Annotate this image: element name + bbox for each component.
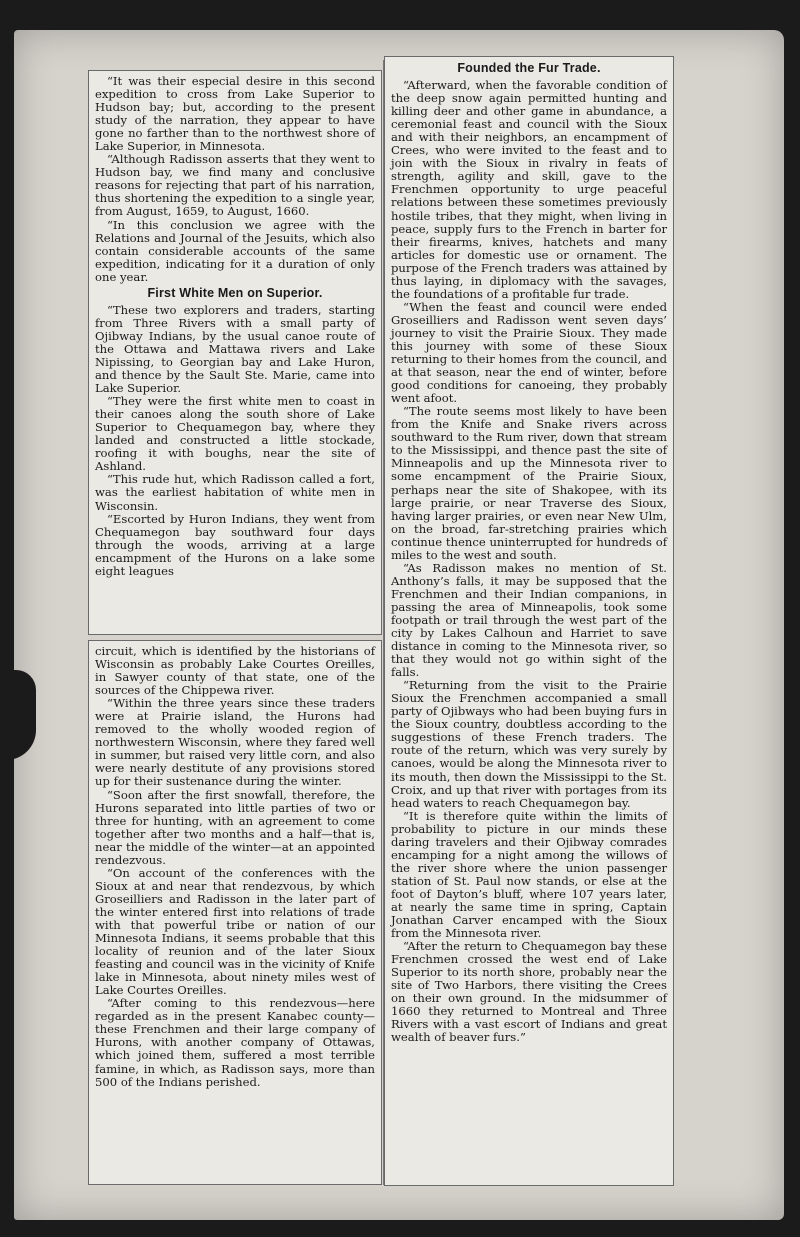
paragraph: “Although Radisson asserts that they went to Hudson bay, we find many and conclusive reasons for rejecting that part of his narration, thus shortening the expedition to a single year, from August, 1659, to August, 1660. bbox=[95, 152, 375, 219]
paragraph: “It was their especial desire in this second expedition to cross from Lake Superior to Hudson bay; but, according to the present study of the narration, they appear to have gone no farther than to the northwest shore of Lake Superior, in Minnesota. bbox=[95, 74, 375, 154]
section-heading: Founded the Fur Trade. bbox=[457, 61, 601, 75]
paragraph: “They were the first white men to coast in their canoes along the south shore of Lake Superior to Chequamegon bay, where they landed and constructed a little stockade, roofing it with boughs, near the site of Ashland. bbox=[95, 394, 375, 474]
paragraph: “Returning from the visit to the Prairie Sioux the Frenchmen accompanied a small party of Ojibways who had been buying furs in the Sioux country, doubtless according to the suggestions of these French traders. The route of the return, which was very surely by canoes, would be along the Minnesota river to its mouth, then down the Mississippi to the St. Croix, and up that river with portages from its head waters to reach Chequamegon bay. bbox=[391, 678, 667, 810]
article-column-1 bbox=[88, 70, 382, 635]
section-heading: First White Men on Superior. bbox=[147, 285, 323, 300]
paragraph: “It is therefore quite within the limits of probability to picture in our minds these daring travelers and their Ojibway comrades encamping for a night among the willows of the river shore where the union passenger station of St. Paul now stands, or else at the foot of Dayton’s bluff, where 107 years later, at nearly the same time in spring, Captain Jonathan Carver encamped with the Sioux from the Minnesota river. bbox=[391, 808, 667, 941]
paragraph: “As Radisson makes no mention of St. Anthony’s falls, it may be supposed that the Frenchmen and their Indian companions, in passing the area of Minneapolis, took some footpath or trail through the west part of the city by Lakes Calhoun and Harriet to save distance in coming to the Minnesota river, so that they would not go within sight of the falls. bbox=[391, 560, 667, 680]
paragraph: “Afterward, when the favorable condition of the deep snow again permitted hunting and killing deer and other game in abundance, a ceremonial feast and council with the Sioux and with their neighbors, an encampment of Crees, who were invited to the feast and to join with the Sioux in rivalry in feats of strength, agility and skill, gave to the Frenchmen opportunity to urge peaceful relations between these sometimes previously hostile tribes, that they might, when living in peace, supply furs to the French in barter for their firearms, knives, hatchets and many articles for domestic use or ornament. The purpose of the French traders was attained by thus laying, in diplomacy with the savages, the foundations of a profitable fur trade. bbox=[391, 78, 667, 301]
paragraph: “These two explorers and traders, starting from Three Rivers with a small party of Ojibway Indians, by the usual canoe route of the Ottawa and Mattawa rivers and Lake Nipissing, to Georgian bay and Lake Huron, and thence by the Sault Ste. Marie, came into Lake Superior. bbox=[95, 302, 375, 396]
paragraph: “Escorted by Huron Indians, they went from Chequamegon bay southward four days through the woods, arriving at a large encampment of the Hurons on a lake some eight leagues bbox=[95, 511, 375, 578]
paragraph: “After the return to Chequamegon bay these Frenchmen crossed the west end of Lake Superior to its north shore, probably near the site of Two Harbors, there visiting the Crees on their own ground. In the midsummer of 1660 they returned to Montreal and Three Rivers with a vast escort of Indians and great wealth of beaver furs.” bbox=[391, 939, 667, 1045]
paragraph: “After coming to this rendezvous—here regarded as in the present Kanabec county—these Frenchmen and their large company of Hurons, with another company of Ottawas, which joined them, suffered a most terrible famine, in which, as Radisson says, more than 500 of the Indians perished. bbox=[95, 996, 375, 1089]
paragraph: “When the feast and council were ended Groseilliers and Radisson went seven days’ journey to visit the Prairie Sioux. They made this journey with some of these Sioux returning to their homes from the council, and at that season, near the end of winter, before good conditions for canoeing, they probably went afoot. bbox=[391, 299, 667, 406]
paragraph: “On account of the conferences with the Sioux at and near that rendezvous, by which Groseilliers and Radisson in the later part of the winter entered first into relations of trade with that powerful tribe or nation of our Minnesota Indians, it seems probable that this locality of reunion and of the later Sioux feasting and council was in the vicinity of Knife lake in Minnesota, about ninety miles west of Lake Courtes Oreilles. bbox=[95, 865, 375, 998]
paragraph: “Within the three years since these traders were at Prairie island, the Hurons had removed to the wholly wooded region of northwestern Wisconsin, where they fared well in summer, but raised very little corn, and also were nearly destitute of any provisions stored up for their sustenance during the winter. bbox=[95, 696, 375, 789]
paragraph: “In this conclusion we agree with the Relations and Journal of the Jesuits, which also contain considerable accounts of the same expedition, indicating for it a duration of only one year. bbox=[95, 217, 375, 284]
paragraph: “Soon after the first snowfall, therefore, the Hurons separated into little parties of two or three for hunting, with an agreement to come together after two months and a half—that is, near the middle of the winter—at an appointed rendezvous. bbox=[95, 787, 375, 867]
article-column-3 bbox=[384, 56, 674, 1186]
article-column-2 bbox=[88, 640, 382, 1185]
paragraph: circuit, which is identified by the historians of Wisconsin as probably Lake Courtes Oreilles, in Sawyer county of that state, one of the sources of the Chippewa river. bbox=[95, 644, 375, 698]
paragraph: “The route seems most likely to have been from the Knife and Snake rivers across southward to the Rum river, down that stream to the Mississippi, and thence past the site of Minneapolis and up the Minnesota river to some encampment of the Prairie Sioux, perhaps near the site of Shakopee, with its large prairie, or near Traverse des Sioux, having larger prairies, or even near New Ulm, on the broad, far-stretching prairies which continue thence uninterrupted for hundreds of miles to the west and south. bbox=[391, 404, 667, 562]
paragraph: “This rude hut, which Radisson called a fort, was the earliest habitation of white men in Wisconsin. bbox=[95, 472, 375, 513]
